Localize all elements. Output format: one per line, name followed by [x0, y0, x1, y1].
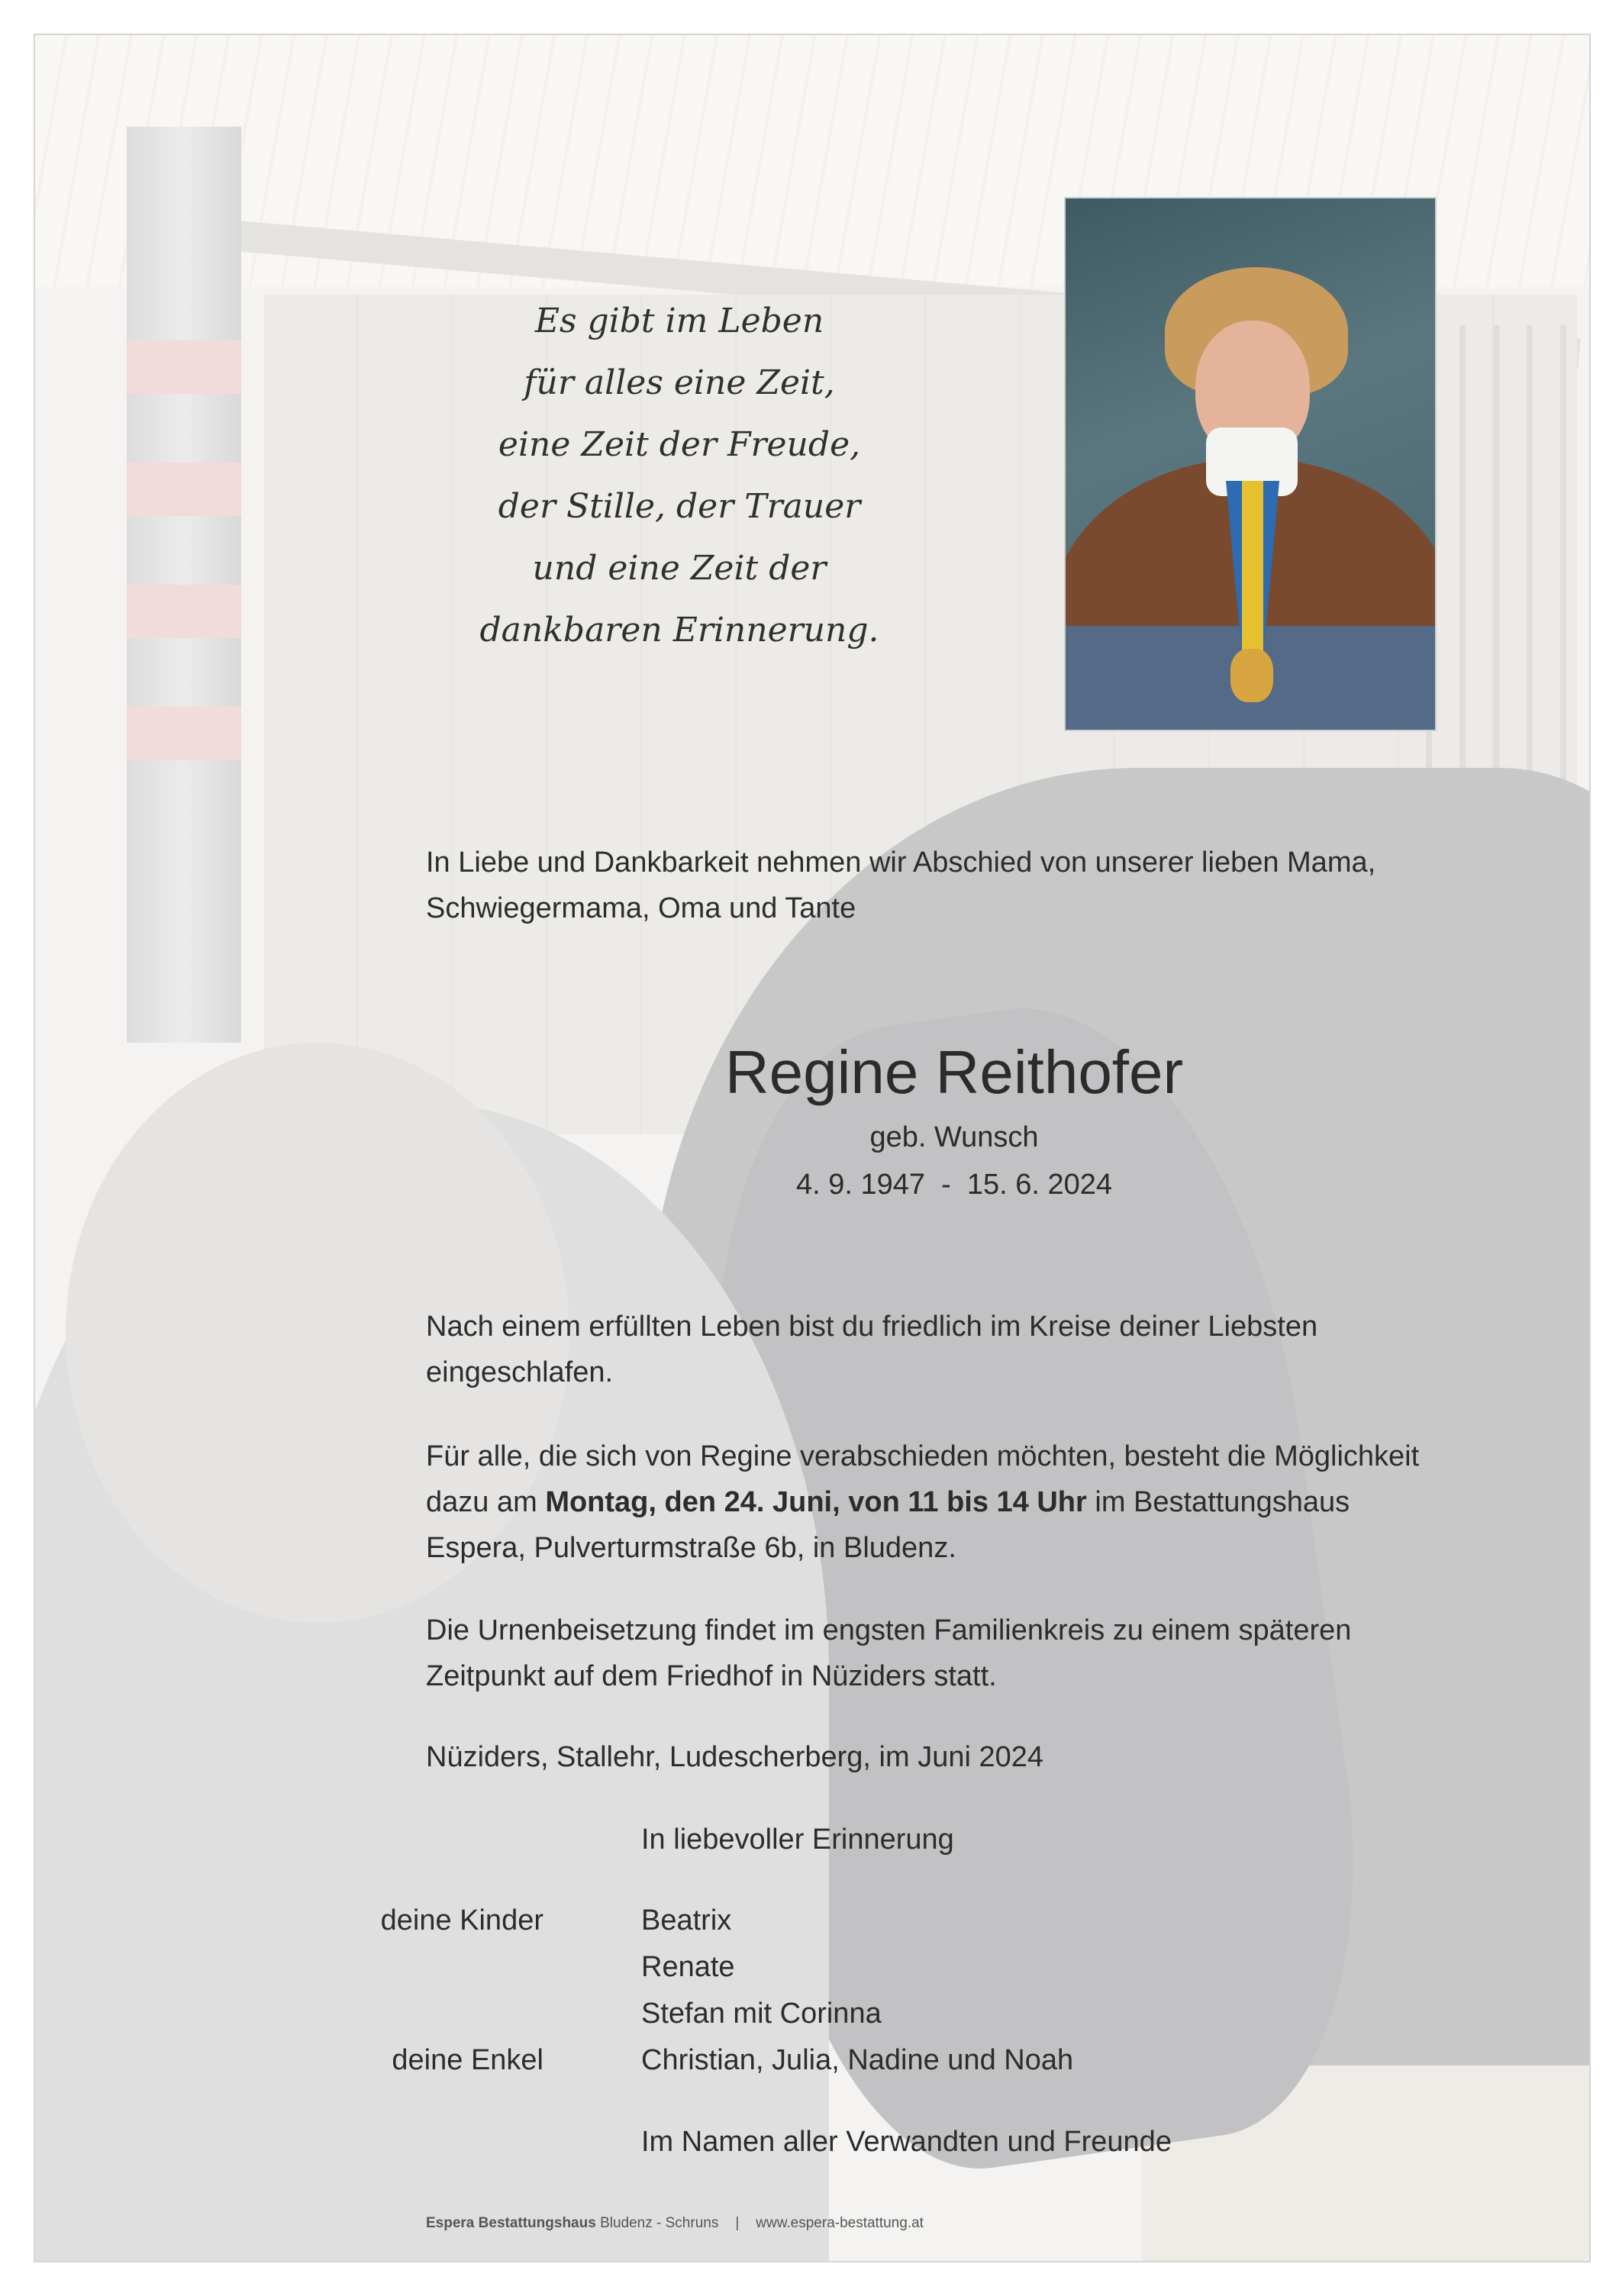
- portrait-photo: [1064, 197, 1437, 731]
- poem-line: eine Zeit der Freude,: [498, 425, 861, 464]
- intro-line: Schwiegermama, Oma und Tante: [426, 892, 856, 924]
- grandchildren-label: deine Enkel: [392, 2044, 543, 2076]
- portrait-medal: [1230, 649, 1273, 702]
- poem-line: Es gibt im Leben: [534, 302, 824, 340]
- footer-location: Bludenz - Schruns: [595, 2215, 719, 2231]
- footer: [426, 2212, 924, 2235]
- poem-line: für alles eine Zeit,: [524, 363, 835, 402]
- poem-line: der Stille, der Trauer: [498, 487, 861, 526]
- life-dates: 4. 9. 1947 - 15. 6. 2024: [795, 1169, 1113, 1201]
- place-date-line: Nüziders, Stallehr, Ludescherberg, im Juni 2024: [426, 1741, 1044, 1773]
- footer-separator: |: [735, 2215, 740, 2231]
- grandchildren-names: Christian, Julia, Nadine und Noah: [641, 2044, 1074, 2076]
- intro-line: In Liebe und Dankbarkeit nehmen wir Abschied von unserer lieben Mama,: [426, 846, 1376, 879]
- child-name: Renate: [641, 1951, 735, 1983]
- farewell-text: im Bestattungshaus: [1086, 1486, 1350, 1518]
- paragraph-line: Für alle, die sich von Regine verabschieden möchten, besteht die Möglichkeit: [426, 1440, 1420, 1472]
- children-label: deine Kinder: [380, 1904, 543, 1936]
- poem-line: und eine Zeit der: [532, 549, 827, 588]
- maiden-name: geb. Wunsch: [869, 1121, 1039, 1153]
- poem: [427, 290, 931, 661]
- paragraph-line: Espera, Pulverturmstraße 6b, in Bludenz.: [426, 1532, 956, 1564]
- footer-website[interactable]: www.espera-bestattung.at: [756, 2215, 924, 2231]
- paragraph-line: [426, 1479, 1479, 1525]
- paragraph-line: Die Urnenbeisetzung findet im engsten Familienkreis zu einem späteren: [426, 1614, 1352, 1646]
- footer-company: Espera Bestattungshaus: [426, 2215, 596, 2231]
- intro-text: [426, 840, 1479, 931]
- deceased-name: Regine Reithofer: [724, 1038, 1184, 1106]
- paragraph-line: Nach einem erfüllten Leben bist du friedlich im Kreise deiner Liebsten: [426, 1311, 1318, 1343]
- child-name: Beatrix: [641, 1904, 732, 1936]
- child-name: Stefan mit Corinna: [641, 1998, 882, 2030]
- paragraph-burial: [426, 1608, 1479, 1699]
- paragraph-line: Zeitpunkt auf dem Friedhof in Nüziders statt.: [426, 1660, 997, 1692]
- farewell-text: dazu am: [426, 1486, 546, 1518]
- farewell-datetime: Montag, den 24. Juni, von 11 bis 14 Uhr: [545, 1486, 1087, 1518]
- memory-text: In liebevoller Erinnerung: [641, 1824, 954, 1856]
- paragraph-line: eingeschlafen.: [426, 1356, 614, 1388]
- paragraph-passing: [426, 1304, 1479, 1395]
- paragraph-farewell: [426, 1433, 1479, 1571]
- place-date: [426, 1734, 1479, 1780]
- poem-line: dankbaren Erinnerung.: [479, 611, 879, 650]
- closing-text: Im Namen aller Verwandten und Freunde: [641, 2126, 1172, 2158]
